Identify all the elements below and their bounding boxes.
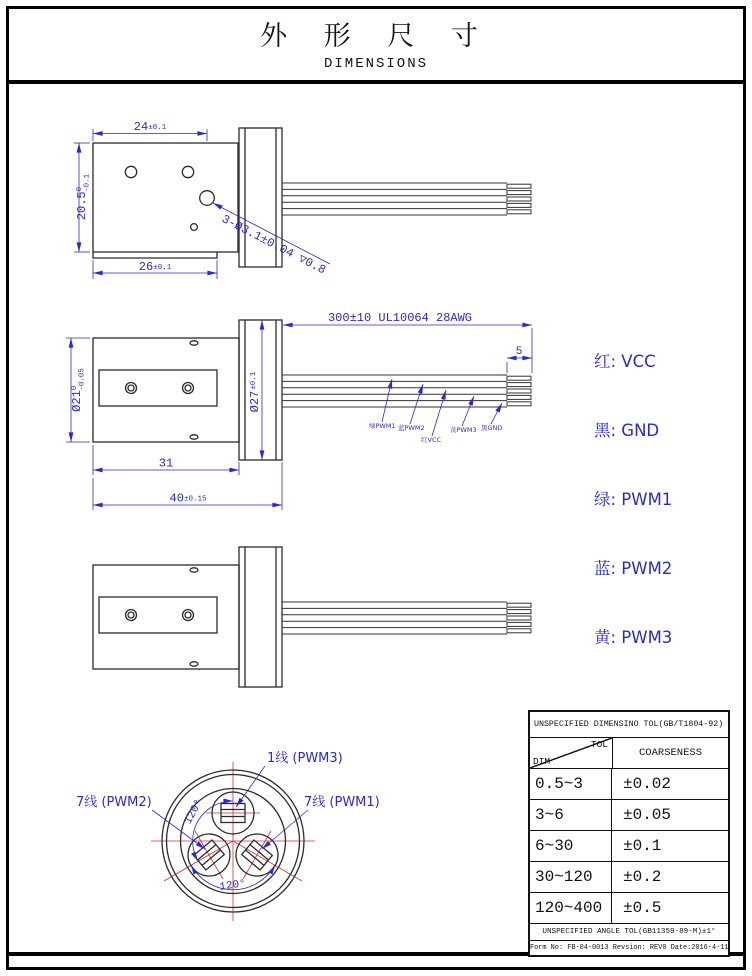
range-cell: 6~30 <box>530 831 612 861</box>
table-row <box>530 800 728 831</box>
range-cell: 3~6 <box>530 800 612 830</box>
angle-120-upper: 120° <box>182 797 206 827</box>
dim-wire-length: 300±10 UL10064 28AWG <box>327 311 473 325</box>
tolerance-table-title: UNSPECIFIED DIMENSINO TOL(GB/T1804-92) <box>530 712 728 738</box>
angle-tolerance-note: UNSPECIFIED ANGLE TOL(GB11359-89-M)±1° <box>530 924 728 941</box>
wire-color-legend <box>594 304 672 695</box>
pilot-hole <box>200 191 215 206</box>
dim-diameter-21: $Ø21^0-0.05$ <box>70 368 87 412</box>
range-cell: 0.5~3 <box>530 769 612 799</box>
range-cell: 120~400 <box>530 893 612 923</box>
label-7-wire-pwm1: 7线 (PWM1) <box>304 795 380 810</box>
legend-item-gnd: 黑: GND <box>594 421 660 440</box>
end-view <box>76 750 380 921</box>
dim-total-length-40: 40±0.15 <box>169 491 207 506</box>
top-view-outline <box>93 128 282 267</box>
header-coarseness-label: COARSENESS <box>638 747 702 759</box>
legend-item-pwm1: 绿: PWM1 <box>594 490 673 509</box>
dim-width-24: 24±0.1 <box>133 120 167 134</box>
legend-item-vcc: 红: VCC <box>594 352 656 371</box>
center-lines <box>151 762 315 921</box>
header-dim-label: DIM <box>533 756 551 767</box>
tolerance-table <box>528 710 730 957</box>
top-view-wires <box>282 183 531 215</box>
table-row <box>530 862 728 893</box>
angle-120-lower: 120° <box>218 878 247 894</box>
range-cell: 30~120 <box>530 862 612 892</box>
tolerance-cell: ±0.05 <box>623 806 672 824</box>
tolerance-cell: ±0.1 <box>623 837 662 855</box>
label-7-wire-pwm2: 7线 (PWM2) <box>76 795 152 810</box>
tolerance-cell: ±0.5 <box>623 899 662 917</box>
dim-width-26: 26±0.1 <box>138 260 172 274</box>
dim-height-205: 20.5$^0$-0.1 <box>75 173 92 221</box>
wire-label-yellow-pwm3: 黄PWM3 <box>450 426 477 434</box>
wire-label-black-gnd: 黑GND <box>481 424 503 432</box>
side-view <box>66 311 532 510</box>
wire-label-blue-pwm2: 蓝PWM2 <box>398 424 425 432</box>
drawing-title-en: DIMENSIONS <box>323 56 428 72</box>
dim-strip-length: 5 <box>515 346 523 358</box>
tolerance-table-header <box>530 738 728 769</box>
header-tol-label: TOL <box>590 739 608 750</box>
side-view-plain-wires <box>282 602 531 634</box>
header-diagonal-cell <box>530 738 613 768</box>
label-1-wire-pwm3: 1线 (PWM3) <box>267 751 343 766</box>
side-view-wires <box>282 375 531 407</box>
legend-item-pwm2: 蓝: PWM2 <box>594 559 673 578</box>
table-row <box>530 769 728 800</box>
drawing-title-cn: 外 形 尺 寸 <box>260 21 492 52</box>
tolerance-cell: ±0.2 <box>623 868 662 886</box>
side-view-plain-outline <box>93 547 282 687</box>
dim-body-length-31: 31 <box>158 456 174 471</box>
dim-diameter-27: $Ø27^{\pm 0.1}$ <box>248 371 262 413</box>
table-row <box>530 893 728 924</box>
tolerance-cell: ±0.02 <box>623 775 672 793</box>
top-view <box>74 120 531 279</box>
side-view-plain <box>93 547 531 687</box>
legend-item-pwm3: 黄: PWM3 <box>594 628 673 647</box>
form-number-note: Form No: FB-04-0013 Revsion: REV0 Date:2016-4-11 <box>530 944 728 952</box>
wire-label-red-vcc: 红VCC <box>421 436 442 444</box>
side-view-dimensions <box>66 320 532 510</box>
wire-label-green-pwm1: 绿PWM1 <box>369 422 396 430</box>
table-row <box>530 831 728 862</box>
hole-callout: 3-Ø3.1±0.04 ▽0.8 <box>219 212 328 278</box>
